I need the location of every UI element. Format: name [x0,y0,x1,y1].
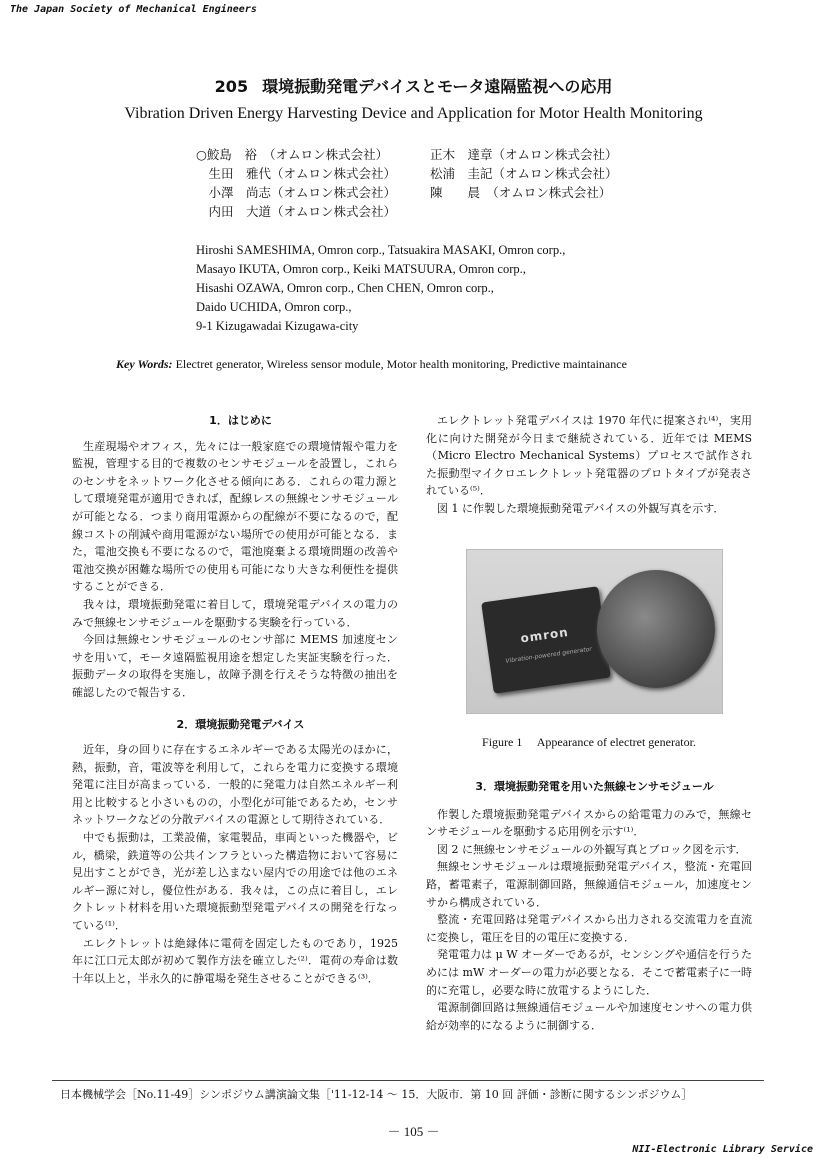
paper-title-jp [0,74,827,97]
device-label: Vibration-powered generator [505,645,593,665]
page-number: － 105 － [387,1124,440,1139]
author-line: Daido UCHIDA, Omron corp., [196,300,352,314]
paper-title-en: Vibration Driven Energy Harvesting Device and Application for Motor Health Monitoring [124,105,703,122]
section-heading: 1．はじめに [209,414,272,427]
paragraph: 作製した環境振動発電デバイスからの給電電力のみで，無線センサモジュールを駆動する応用例を示す⁽¹⁾． [426,807,752,839]
author-line: Hisashi OZAWA, Omron corp., Chen CHEN, Omron corp., [196,281,494,295]
keywords-text: Electret generator, Wireless sensor module, Motor health monitoring, Predictive maintainance [172,357,627,371]
author: 生田 雅代（オムロン株式会社） [196,166,397,181]
journal-header: The Japan Society of Mechanical Engineers [10,4,257,15]
paragraph: 電源制御回路は無線通信モジュールや加速度センサへの電力供給が効率的になるように制御する． [426,1001,752,1032]
figure-1-photo [466,549,723,714]
paragraph: 発電電力は μ W オーダーであるが，センシングや通信を行うためには mW オーダーの電力が必要となる．そこで蓄電素子に一時的に充電し，必要な時に放電するようにした． [426,948,752,997]
paragraph: エレクトレット発電デバイスは 1970 年代に提案され⁽⁴⁾，実用化に向けた開発が今日まで継続されている．近年では MEMS（Micro Electro Mechanical Systems）プロセスで試作された振動型マイクロエレクトレット発電器のプロトタイプが発表されている⁽⁵⁾． [426,414,752,498]
device-logo: omron [519,624,570,646]
paragraph: 生産現場やオフィス，先々には一般家庭での環境情報や電力を監視，管理する目的で複数のセンサモジュールを設置し，これらのセンサをネットワーク化させる傾向にある．これらの電力源として環境発電が適用できれば，配線レスの無線センサモジュールが可能となる．つまり商用電源からの配線が不要になるので，配線コストの削減や商用電源がない場所での使用が可能となる．また，電池交換も不要になるので，電池廃棄よる環境問題の改善や電池交換が困難な場所での使用も可能になり大きな利便性を提供することができる． [72,439,398,594]
keywords-label: Key Words: [116,357,173,371]
footer-divider [52,1080,764,1081]
paper-number: 205 [214,77,249,96]
right-column-bottom [426,778,752,1034]
paragraph: 今回は無線センサモジュールのセンサ部に MEMS 加速度センサを用いて，モータ遠隔監視用途を想定した実証実験を行った．振動データの取得を実施し，故障予測を行えそうな特徴の抽出を確認したので報告する． [72,633,398,699]
title-jp-text: 環境振動発電デバイスとモータ遠隔監視への応用 [262,77,613,96]
author: 松浦 圭記（オムロン株式会社） [430,166,618,181]
authors-en [196,241,565,336]
coin-image [597,570,715,688]
author: 小澤 尚志（オムロン株式会社） [196,185,397,200]
author: 内田 大道（オムロン株式会社） [196,204,397,219]
paragraph: 整流・充電回路は発電デバイスから出力される交流電力を直流に変換し，電圧を目的の電圧に変換する． [426,913,752,944]
library-footer: NII-Electronic Library Service [632,1144,813,1155]
author-line: Hiroshi SAMESHIMA, Omron corp., Tatsuakira MASAKI, Omron corp., [196,243,566,257]
paragraph: 図 1 に作製した環境振動発電デバイスの外観写真を示す． [437,501,725,515]
paragraph: 中でも振動は，工業設備，家電製品，車両といった機器や，ビル，橋梁，鉄道等の公共インフラといった構造物において容易に見出すことができ，光が差し込まない屋内での用途では他のエネルギー源に対し，優位性がある．我々は，この点に着目し，エレクトレット材料を用いた環境振動型発電デバイスの開発を行なっている⁽¹⁾． [72,831,398,933]
author-line: Masayo IKUTA, Omron corp., Keiki MATSUURA, Omron corp., [196,262,526,276]
author: 正木 達章（オムロン株式会社） [430,147,618,162]
keywords [116,357,627,372]
footer-citation: 日本機械学会［No.11-49］シンポジウム講演論文集［'11-12-14 ～ 15．大阪市．第 10 回 評価・診断に関するシンポジウム］ [60,1088,693,1101]
section-heading: 2．環境振動発電デバイス [176,717,305,731]
paragraph: 我々は，環境振動発電に着目して，環境発電デバイスの電力のみで無線センサモジュールを駆動する実験を行っている． [72,597,398,629]
paragraph: 無線センサモジュールは環境振動発電デバイス，整流・充電回路，蓄電素子，電源制御回路，無線通信モジュール，加速度センサから構成されている． [426,860,752,909]
paragraph: 図 2 に無線センサモジュールの外観写真とブロック図を示す． [437,842,747,856]
authors-jp [196,145,618,221]
paragraph: エレクトレットは絶縁体に電荷を固定したものであり，1925 年に江口元太郎が初めて製作方法を確立した⁽²⁾．電荷の寿命は数十年以上と，半永久的に静電場を発生させることができる⁽³⁾． [72,936,398,985]
author-row [196,145,618,164]
section-heading: 3．環境振動発電を用いた無線センサモジュール [475,780,714,793]
author-row [196,202,618,221]
address-line: 9-1 Kizugawadai Kizugawa-city [196,319,359,333]
right-column-top [426,412,752,518]
generator-device-image [481,586,611,694]
paragraph: 近年，身の回りに存在するエネルギーである太陽光のほかに，熱，振動，音，電波等を利用して，これらを電力に変換する環境発電に注目が高まっている．一般的に発電力は自然エネルギー利用と比較すると小さいものの，小型化が可能であるため，センサネットワークなどの分散デバイスの電源として期待されている． [72,743,398,827]
author-row [196,164,618,183]
left-column [72,412,398,987]
author-row [196,183,618,202]
author: 陳 晨 （オムロン株式会社） [430,185,612,200]
figure-caption: Figure 1 Appearance of electret generator. [482,735,696,749]
author: ○鮫島 裕 （オムロン株式会社） [196,147,389,162]
